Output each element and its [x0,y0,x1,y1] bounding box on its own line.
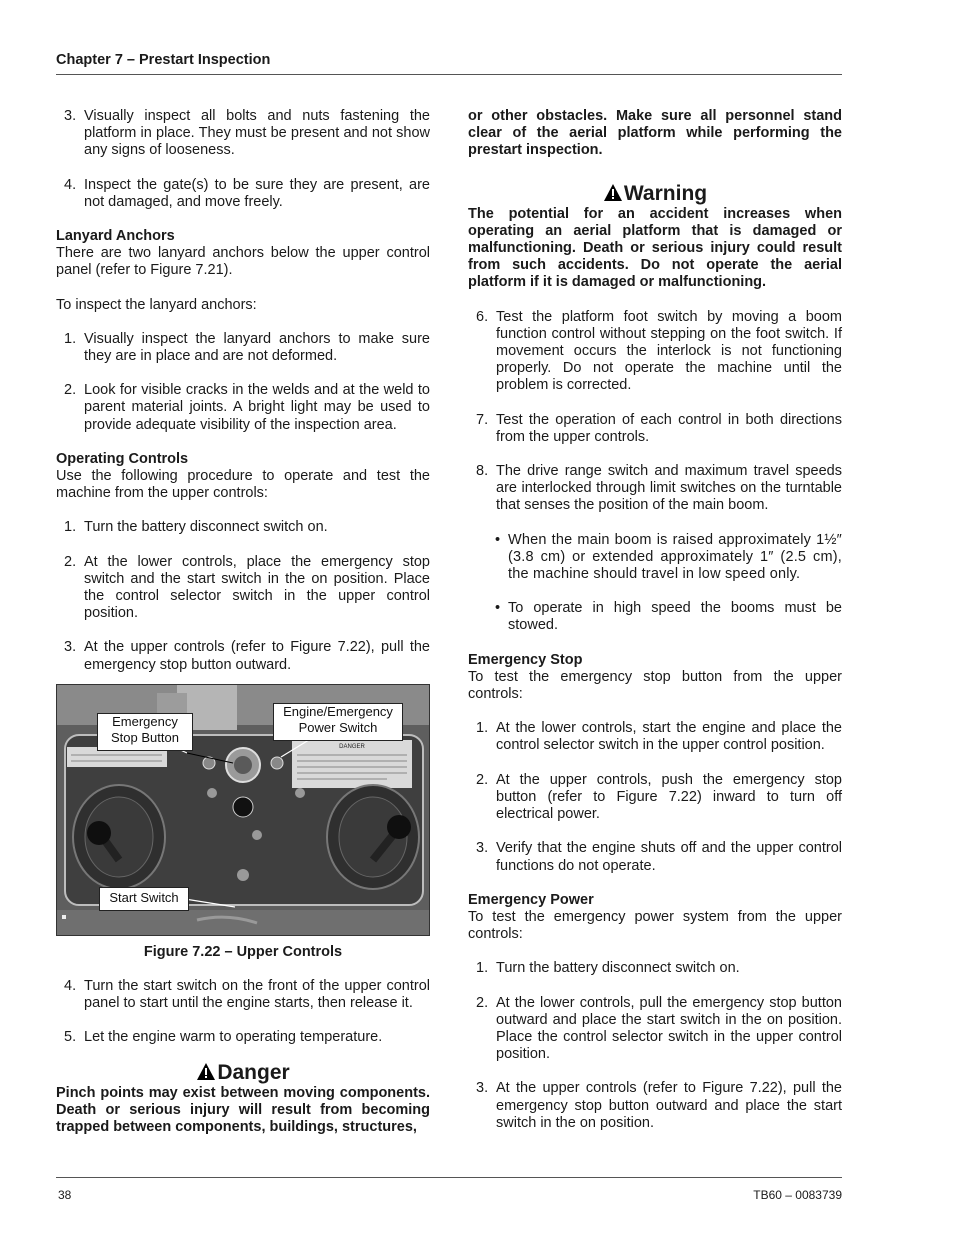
item-number: 2. [476,994,489,1011]
danger-title [56,1061,430,1085]
item-text: At the upper controls (refer to Figure 7.22), pull the emergency stop button outward. [84,639,430,673]
item-text: At the upper controls, push the emergency stop button (refer to Figure 7.22) inward to turn off electrical power. [496,771,842,823]
item-number: 2. [64,382,77,399]
item-number: 2. [476,771,489,788]
left-joystick-knob [87,821,111,845]
bullet-text: To operate in high speed the booms must be stowed. [508,600,842,634]
list-item [56,554,430,623]
item-text: The drive range switch and maximum travel speeds are interlocked through limit switches on the turntable that senses the position of the main boom. [496,463,842,514]
item-number: 3. [476,1080,489,1097]
item-text: At the lower controls, place the emergency stop switch and the start switch in the on position. Place the control selector switch in the upper control position. [84,553,430,622]
left-column [56,108,430,1136]
right-column [468,108,842,1132]
list-item [468,309,842,395]
list-item [56,519,430,536]
item-text: At the lower controls, start the engine and place the control selector switch in the upper control position. [496,720,842,754]
list-item [56,382,430,434]
item-number: 4. [64,978,77,995]
item-text: Turn the battery disconnect switch on. [84,519,328,536]
list-item [468,1080,842,1132]
item-text: Let the engine warm to operating temperature. [84,1029,383,1046]
lanyard-lead: To inspect the lanyard anchors: [56,296,257,313]
epower-intro: To test the emergency power system from the upper controls: [468,908,842,943]
estop-intro: To test the emergency stop button from the upper controls: [468,668,842,703]
callout-start-switch: Start Switch [99,887,189,911]
right-joystick-knob [387,815,411,839]
page-number: 38 [58,1188,72,1202]
item-number: 2. [64,553,77,570]
upper-controls-photo [56,684,430,936]
warning-title-text: Warning [623,181,708,205]
figure-caption: Figure 7.22 – Upper Controls [143,943,343,960]
item-number: 1. [476,720,489,737]
callout-emergency-stop: Emergency Stop Button [97,713,193,751]
item-number: 7. [476,411,489,428]
list-item [468,412,842,446]
list-item [56,1029,430,1046]
danger-text-continued: or other obstacles. Make sure all personnel stand clear of the aerial platform while performing the prestart inspection. [468,108,842,159]
list-item [56,108,430,160]
list-item [56,177,430,211]
item-number: 3. [64,639,77,656]
item-number: 1. [476,960,489,977]
lanyard-intro: There are two lanyard anchors below the upper control panel (refer to Figure 7.21). [56,245,430,279]
page-footer [56,1177,842,1202]
item-text: Visually inspect the lanyard anchors to make sure they are in place and are not deformed. [84,330,430,365]
item-text: Turn the battery disconnect switch on. [496,960,740,977]
item-text: Look for visible cracks in the welds and at the weld to parent material joints. A bright light may be used to provide adequate visibility of the inspection area. [84,382,430,433]
section-heading-emergency-stop: Emergency Stop [468,651,583,668]
item-number: 3. [476,840,489,857]
item-number: 8. [476,463,489,480]
item-number: 1. [64,330,77,347]
item-text: Visually inspect all bolts and nuts fastening the platform in place. They must be present and not show any signs of looseness. [84,108,430,159]
list-item [468,840,842,874]
item-text: At the lower controls, pull the emergency stop button outward and place the start switch in the on position. Place the control selector switch in the upper control position. [496,994,842,1063]
danger-text: Pinch points may exist between moving components. Death or serious injury will result from becoming trapped between components, buildings, structures, [56,1084,430,1136]
warning-icon [603,183,623,202]
section-heading-emergency-power: Emergency Power [468,891,594,908]
section-heading-operating: Operating Controls [56,450,189,467]
bullet-dot: • [495,600,501,617]
operating-intro: Use the following procedure to operate and test the machine from the upper controls: [56,468,430,502]
item-text: Test the operation of each control in both directions from the upper controls. [496,411,842,445]
danger-icon [196,1062,216,1081]
danger-title-text: Danger [217,1060,290,1084]
document-id: TB60 – 0083739 [753,1188,842,1202]
bullet-dot: • [495,531,501,548]
list-item [468,960,842,977]
item-text: Turn the start switch on the front of the upper control panel to start until the engine starts, then release it. [84,978,430,1012]
list-item [56,978,430,1012]
item-number: 5. [64,1029,77,1046]
item-text: At the upper controls (refer to Figure 7.22), pull the emergency stop button outward and place the start switch in the on position. [496,1080,842,1131]
item-number: 3. [64,108,77,124]
panel-label-danger: DANGER [339,743,365,750]
item-text: Inspect the gate(s) to be sure they are present, are not damaged, and move freely. [84,176,430,210]
list-item [468,995,842,1064]
chapter-title: Chapter 7 – Prestart Inspection [56,52,271,68]
engine-power-switch [271,757,283,769]
bullet-text: When the main boom is raised approximately 1½″ (3.8 cm) or extended approximately 1″ (2.5 cm), the machine should travel in low speed only. [508,531,842,583]
list-item [56,331,430,365]
item-number: 6. [476,308,489,325]
list-item [56,639,430,673]
page-header [56,52,842,75]
bullet-item [468,532,842,584]
warning-title [468,182,842,206]
warning-text: The potential for an accident increases when operating an aerial platform that is damaged or malfunctioning. Death or serious injury could result from such accidents. Do not operate the aerial platform if it is damaged or malfunctioning. [468,205,842,291]
item-number: 1. [64,519,77,536]
item-text: Verify that the engine shuts off and the upper control functions do not operate. [496,840,842,874]
list-item [468,720,842,754]
list-item [468,463,842,515]
item-text: Test the platform foot switch by moving a boom function control without stepping on the foot switch. If movement occurs the interlock is not functioning properly. Do not operate the machine until the problem is corrected. [496,308,842,394]
item-number: 4. [64,176,77,193]
list-item [468,772,842,824]
callout-engine-power: Engine/Emergency Power Switch [273,703,403,741]
bullet-item [468,600,842,634]
section-heading-lanyard: Lanyard Anchors [56,228,175,245]
